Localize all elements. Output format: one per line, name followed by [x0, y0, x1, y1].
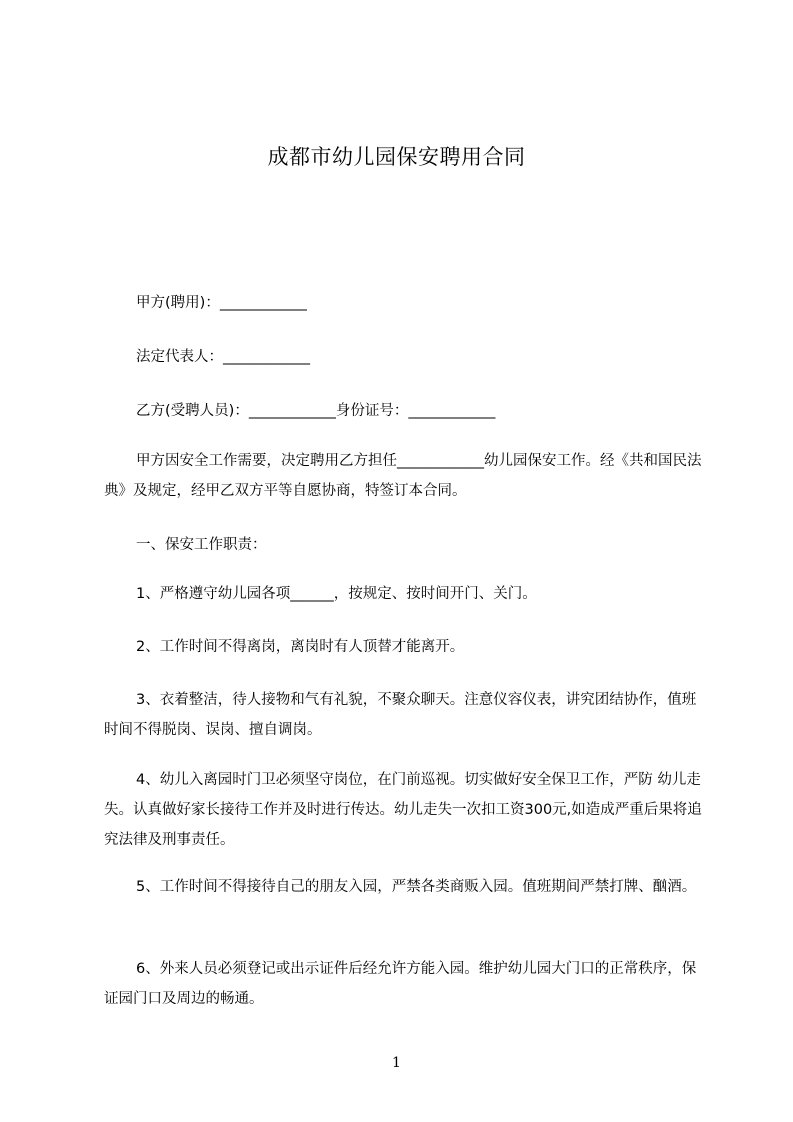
- duty-item-4: 4、幼儿入离园时门卫必须坚守岗位，在门前巡视。切实做好安全保卫工作，严防 幼儿走失。认真做好家长接待工作并及时进行传达。幼儿走失一次扣工资300元,如造成严重后果将追究法律及刑事责任。: [104, 772, 702, 848]
- duty-item-5: 5、工作时间不得接待自己的朋友入园，严禁各类商贩入园。值班期间严禁打牌、酗酒。: [136, 879, 697, 895]
- intro-paragraph: 甲方因安全工作需要，决定聘用乙方担任____________幼儿园保安工作。经《共和国民法典》及规定，经甲乙双方平等自愿协商，特签订本合同。: [104, 453, 702, 499]
- section-heading: 一、保安工作职责：: [136, 537, 267, 553]
- duty-item-2: 2、工作时间不得离岗，离岗时有人顶替才能离开。: [136, 639, 465, 655]
- page-number: 1: [392, 1055, 401, 1071]
- page-title: 成都市幼儿园保安聘用合同: [267, 145, 526, 169]
- legal-representative-line: 法定代表人：____________: [136, 349, 310, 365]
- duty-item-3: 3、衣着整洁，待人接物和气有礼貌，不聚众聊天。注意仪容仪表，讲究团结协作，值班时间不得脱岗、误岗、擅自调岗。: [104, 692, 697, 738]
- duty-item-6: 6、外来人员必须登记或出示证件后经允许方能入园。维护幼儿园大门口的正常秩序，保证园门口及周边的畅通。: [104, 961, 697, 1007]
- party-b-line: 乙方(受聘人员)：____________身份证号：____________: [136, 403, 496, 419]
- duty-item-1: 1、严格遵守幼儿园各项______，按规定、按时间开门、关门。: [136, 586, 537, 602]
- party-a-line: 甲方(聘用)：____________: [136, 295, 307, 311]
